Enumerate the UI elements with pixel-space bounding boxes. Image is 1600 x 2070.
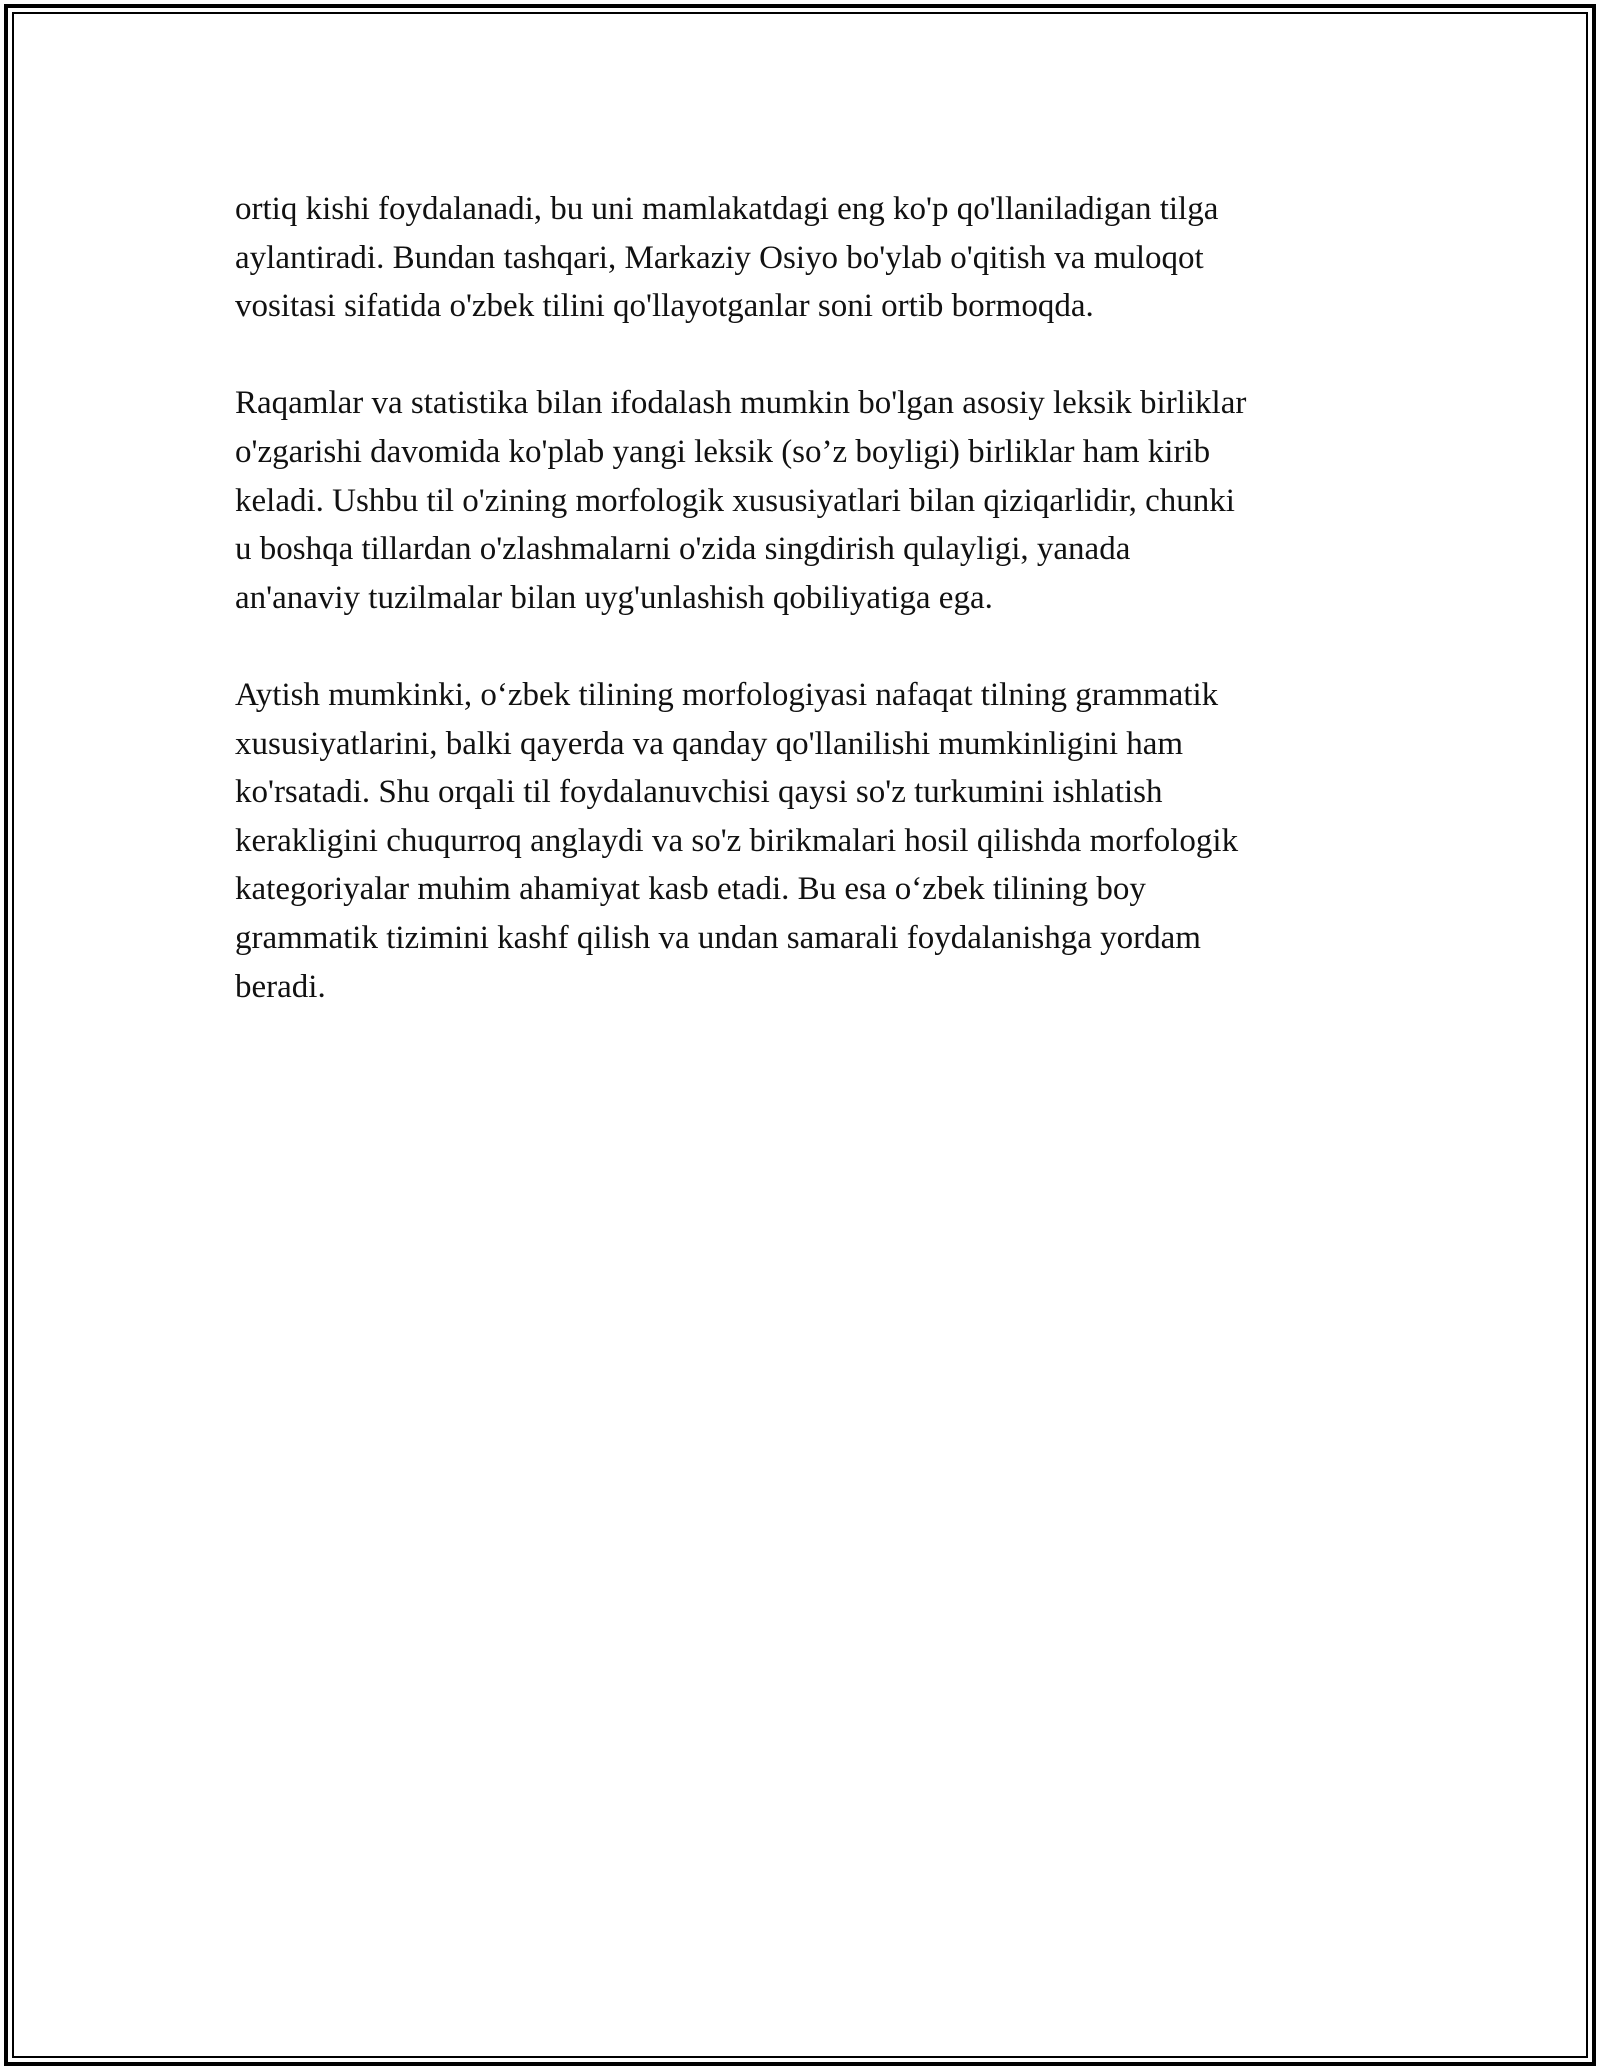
paragraph-3: Aytish mumkinki, o‘zbek tilining morfologiyasi nafaqat tilning grammatik xususiyatlarini, balki qayerda va qanday qo'llanilishi mumkinligini ham ko'rsatadi. Shu orqali til foydalanuvchisi qaysi so'z turkumini ishlatish kerakligini chuqurroq anglaydi va so'z birikmalari hosil qilishda morfologik kategoriyalar muhim ahamiyat kasb etadi. Bu esa o‘zbek tilining boy grammatik tizimini kashf qilish va undan samarali foydalanishga yordam beradi.	[235, 676, 1239, 1005]
paragraph-1: ortiq kishi foydalanadi, bu uni mamlakatdagi eng ko'p qo'llaniladigan tilga aylantiradi. Bundan tashqari, Markaziy Osiyo bo'ylab o'qitish va muloqot vositasi sifatida o'zbek tilini qo'llayotganlar soni ortib bormoqda.	[235, 191, 1219, 325]
paragraph-2: Raqamlar va statistika bilan ifodalash mumkin bo'lgan asosiy leksik birliklar o'zgarishi davomida ko'plab yangi leksik (so’z boyligi) birliklar ham kirib keladi. Ushbu til o'zining morfologik xususiyatlari bilan qiziqarlidir, chunki u boshqa tillardan o'zlashmalarni o'zida singdirish qulayligi, yanada an'anaviy tuzilmalar bilan uyg'unlashish qobiliyatiga ega.	[235, 385, 1247, 616]
document-body	[235, 185, 1395, 1060]
